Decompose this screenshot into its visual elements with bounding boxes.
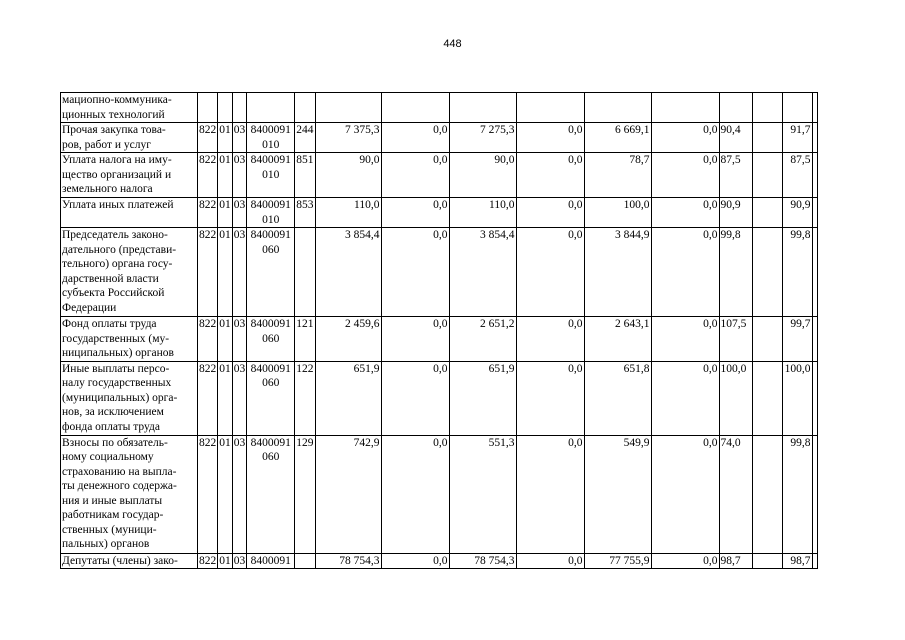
value-5-cell — [584, 93, 651, 123]
empty-cell — [812, 361, 817, 435]
value-2-cell: 0,0 — [381, 435, 449, 553]
value-4-cell — [516, 93, 584, 123]
row-name-cell: Депутаты (члены) зако- — [61, 553, 198, 569]
value-3-cell: 110,0 — [449, 198, 516, 228]
vr-code-cell: 853 — [295, 198, 315, 228]
percent-2-cell: 87,5 — [782, 153, 812, 198]
table-row — [61, 553, 818, 569]
empty-cell — [752, 317, 782, 362]
value-5-cell: 77 755,9 — [584, 553, 651, 569]
vr-code-cell: 122 — [295, 361, 315, 435]
value-2-cell: 0,0 — [381, 153, 449, 198]
row-name-cell: Председатель законо- дательного (представи- тельного) органа госу- дарственной власти субъекта Российской Федерации — [61, 228, 198, 317]
value-2-cell — [381, 93, 449, 123]
value-2-cell: 0,0 — [381, 198, 449, 228]
vr-code-cell — [295, 553, 315, 569]
csr-code-cell: 8400091 060 — [247, 317, 295, 362]
empty-cell — [812, 317, 817, 362]
value-4-cell: 0,0 — [516, 153, 584, 198]
pr-code-cell: 03 — [232, 317, 247, 362]
empty-cell — [752, 553, 782, 569]
pr-code-cell: 03 — [232, 123, 247, 153]
percent-2-cell: 90,9 — [782, 198, 812, 228]
value-1-cell: 3 854,4 — [315, 228, 381, 317]
empty-cell — [752, 198, 782, 228]
gr-code-cell: 822 — [198, 361, 218, 435]
table-row — [61, 435, 818, 553]
csr-code-cell: 8400091 010 — [247, 198, 295, 228]
value-4-cell: 0,0 — [516, 317, 584, 362]
value-6-cell: 0,0 — [651, 317, 719, 362]
pr-code-cell: 03 — [232, 153, 247, 198]
empty-cell — [752, 93, 782, 123]
rz-code-cell: 01 — [218, 228, 233, 317]
percent-1-cell: 107,5 — [719, 317, 752, 362]
vr-code-cell: 851 — [295, 153, 315, 198]
value-6-cell: 0,0 — [651, 435, 719, 553]
empty-cell — [752, 228, 782, 317]
empty-cell — [752, 123, 782, 153]
value-1-cell: 78 754,3 — [315, 553, 381, 569]
value-5-cell: 2 643,1 — [584, 317, 651, 362]
csr-code-cell — [247, 93, 295, 123]
row-name-cell: Уплата иных платежей — [61, 198, 198, 228]
gr-code-cell: 822 — [198, 317, 218, 362]
value-4-cell: 0,0 — [516, 123, 584, 153]
csr-code-cell: 8400091 010 — [247, 123, 295, 153]
value-3-cell — [449, 93, 516, 123]
rz-code-cell: 01 — [218, 317, 233, 362]
value-5-cell: 6 669,1 — [584, 123, 651, 153]
value-5-cell: 549,9 — [584, 435, 651, 553]
value-4-cell: 0,0 — [516, 198, 584, 228]
value-2-cell: 0,0 — [381, 228, 449, 317]
vr-code-cell — [295, 228, 315, 317]
row-name-cell: Уплата налога на иму- щество организаций и земельного налога — [61, 153, 198, 198]
value-1-cell: 7 375,3 — [315, 123, 381, 153]
value-4-cell: 0,0 — [516, 228, 584, 317]
csr-code-cell: 8400091 060 — [247, 228, 295, 317]
gr-code-cell: 822 — [199, 554, 217, 567]
pr-code-cell: 03 — [232, 198, 247, 228]
value-5-cell: 78,7 — [584, 153, 651, 198]
pr-code-cell: 03 — [232, 228, 247, 317]
value-3-cell: 90,0 — [449, 153, 516, 198]
value-6-cell — [651, 93, 719, 123]
rz-code-cell: 01 — [218, 198, 233, 228]
value-5-cell: 3 844,9 — [584, 228, 651, 317]
value-1-cell: 90,0 — [315, 153, 381, 198]
value-2-cell: 0,0 — [381, 317, 449, 362]
csr-code-cell: 8400091 060 — [247, 361, 295, 435]
empty-cell — [812, 228, 817, 317]
percent-2-cell: 91,7 — [782, 123, 812, 153]
value-2-cell: 0,0 — [381, 123, 449, 153]
empty-cell — [812, 153, 817, 198]
csr-code-cell: 8400091 010 — [247, 153, 295, 198]
page-number: 448 — [443, 38, 462, 50]
table-row — [61, 198, 818, 228]
empty-cell — [812, 553, 817, 569]
pr-code-cell: 03 — [232, 361, 247, 435]
value-5-cell: 651,8 — [584, 361, 651, 435]
value-3-cell: 651,9 — [449, 361, 516, 435]
vr-code-cell: 121 — [295, 317, 315, 362]
pr-code-cell — [232, 93, 247, 123]
percent-1-cell: 98,7 — [719, 553, 752, 569]
value-3-cell: 551,3 — [449, 435, 516, 553]
value-6-cell: 0,0 — [651, 553, 719, 569]
percent-1-cell: 99,8 — [719, 228, 752, 317]
percent-2-cell — [782, 93, 812, 123]
value-1-cell: 2 459,6 — [315, 317, 381, 362]
table-row — [61, 123, 818, 153]
value-4-cell: 0,0 — [516, 553, 584, 569]
row-name-cell: мациопно-коммуника- ционных технологий — [61, 93, 198, 123]
percent-2-cell: 99,8 — [782, 228, 812, 317]
gr-code-cell: 822 — [198, 198, 218, 228]
rz-code-cell: 01 — [218, 153, 233, 198]
percent-1-cell: 90,4 — [719, 123, 752, 153]
gr-code-cell: 822 — [198, 123, 218, 153]
empty-cell — [752, 153, 782, 198]
vr-code-cell — [295, 93, 315, 123]
percent-1-cell: 90,9 — [719, 198, 752, 228]
value-6-cell: 0,0 — [651, 153, 719, 198]
pr-code-cell: 03 — [233, 554, 246, 567]
rz-code-cell: 01 — [218, 435, 233, 553]
value-5-cell: 100,0 — [584, 198, 651, 228]
value-3-cell: 3 854,4 — [449, 228, 516, 317]
value-3-cell: 7 275,3 — [449, 123, 516, 153]
value-1-cell: 110,0 — [315, 198, 381, 228]
vr-code-cell: 244 — [295, 123, 315, 153]
value-6-cell: 0,0 — [651, 123, 719, 153]
gr-code-cell: 822 — [198, 228, 218, 317]
value-1-cell — [315, 93, 381, 123]
percent-1-cell — [719, 93, 752, 123]
percent-2-cell: 99,7 — [782, 317, 812, 362]
rz-code-cell: 01 — [218, 361, 233, 435]
value-3-cell: 78 754,3 — [449, 553, 516, 569]
table-row — [61, 228, 818, 317]
value-1-cell: 742,9 — [315, 435, 381, 553]
row-name-cell: Взносы по обязатель- ному социальному страхованию на выпла- ты денежного содержа- ния и иные выплаты работникам государ- ственных (муници- пальных) органов — [61, 435, 198, 553]
gr-code-cell — [198, 93, 218, 123]
gr-code-cell: 822 — [198, 435, 218, 553]
csr-code-cell: 8400091 — [247, 553, 295, 569]
table-row — [61, 361, 818, 435]
empty-cell — [752, 435, 782, 553]
rz-code-cell: 01 — [218, 123, 233, 153]
percent-2-cell: 100,0 — [782, 361, 812, 435]
empty-cell — [812, 123, 817, 153]
csr-code-cell: 8400091 060 — [247, 435, 295, 553]
row-name-cell: Прочая закупка това- ров, работ и услуг — [61, 123, 198, 153]
empty-cell — [752, 361, 782, 435]
table-row — [61, 153, 818, 198]
percent-1-cell: 74,0 — [719, 435, 752, 553]
percent-1-cell: 100,0 — [719, 361, 752, 435]
table-row — [61, 317, 818, 362]
value-2-cell: 0,0 — [381, 553, 449, 569]
value-6-cell: 0,0 — [651, 198, 719, 228]
value-1-cell: 651,9 — [315, 361, 381, 435]
value-3-cell: 2 651,2 — [449, 317, 516, 362]
budget-table — [60, 92, 818, 569]
value-4-cell: 0,0 — [516, 361, 584, 435]
row-name-cell: Иные выплаты персо- налу государственных (муниципальных) орга- нов, за исключением фонда оплаты труда — [61, 361, 198, 435]
percent-1-cell: 87,5 — [719, 153, 752, 198]
value-4-cell: 0,0 — [516, 435, 584, 553]
percent-2-cell: 99,8 — [782, 435, 812, 553]
empty-cell — [812, 198, 817, 228]
rz-code-cell — [218, 93, 233, 123]
gr-code-cell: 822 — [198, 153, 218, 198]
empty-cell — [812, 93, 817, 123]
table-row — [61, 93, 818, 123]
value-6-cell: 0,0 — [651, 361, 719, 435]
rz-code-cell: 01 — [219, 554, 231, 567]
empty-cell — [812, 435, 817, 553]
row-name-cell: Фонд оплаты труда государственных (му- ниципальных) органов — [61, 317, 198, 362]
pr-code-cell: 03 — [232, 435, 247, 553]
value-2-cell: 0,0 — [381, 361, 449, 435]
vr-code-cell: 129 — [295, 435, 315, 553]
percent-2-cell: 98,7 — [782, 553, 812, 569]
value-6-cell: 0,0 — [651, 228, 719, 317]
